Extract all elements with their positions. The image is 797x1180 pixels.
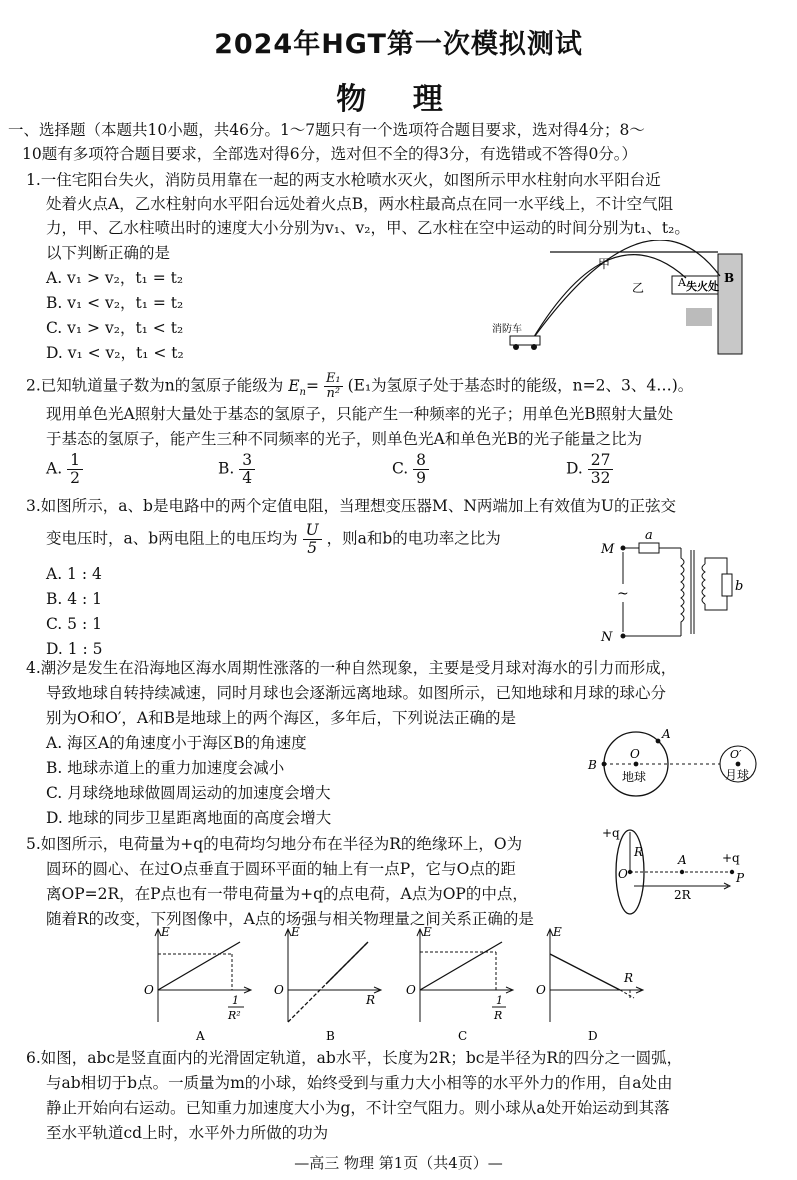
q6-line: 静止开始向右运动。已知重力加速度大小为g，不计空气阻力。则小球从a处开始运动到其落 <box>46 1099 670 1117</box>
q5-label-q2: +q <box>722 851 740 865</box>
q2-option-c: C. $\frac{8}{9}$ <box>392 452 429 487</box>
svg-text:R: R <box>494 1009 503 1022</box>
q3-option-b: B. 4 : 1 <box>46 590 103 608</box>
q6-line: 与ab相切于b点。一质量为m的小球，始终受到与重力大小相等的水平外力的作用，自a处由 <box>46 1074 673 1092</box>
q2-text: 2.已知轨道量子数为n的氢原子能级为 <box>26 376 284 395</box>
q3-resistor-b <box>722 574 732 596</box>
svg-text:E: E <box>553 925 562 939</box>
q1-option-b: B. v₁ < v₂，t₁ = t₂ <box>46 294 184 312</box>
q3-resistor-a <box>639 543 659 553</box>
q1-label-jia: 甲 <box>598 257 611 271</box>
q5-label-o: O <box>618 867 628 881</box>
q5-label-2r: 2R <box>674 888 691 902</box>
q3-label-b: b <box>735 579 744 594</box>
q1-option-a: A. v₁ > v₂，t₁ = t₂ <box>46 269 184 287</box>
q4-option-a: A. 海区A的角速度小于海区B的角速度 <box>46 734 307 752</box>
q1-figure <box>490 240 760 358</box>
q3-fraction: $\frac{U}{5}$ <box>303 522 322 557</box>
svg-text:D: D <box>588 1029 598 1043</box>
q3-primary-coil <box>681 548 684 636</box>
q4-label-earth: 地球 <box>622 770 647 784</box>
q1-window <box>686 308 712 326</box>
q4-line: 4.潮汐是发生在沿海地区海水周期性涨落的一种自然现象，主要是受月球对海水的引力而形成， <box>26 659 677 677</box>
q3-label-m: M <box>601 542 615 557</box>
svg-text:E: E <box>423 925 432 939</box>
q1-line: 1.一住宅阳台失火，消防员用靠在一起的两支水枪喷水灭火，如图所示甲水柱射向水平阳台近 <box>26 171 661 189</box>
q5-graph-c <box>406 925 513 1043</box>
section-instruction-1: 一、选择题（本题共10小题，共46分。1～7题只有一个选项符合题目要求，选对得4分；8～ <box>8 121 645 139</box>
q4-point-a <box>656 739 661 744</box>
q4-label-o2: O′ <box>730 748 742 761</box>
q5-label-a: A <box>678 853 687 867</box>
q5-graph-d <box>536 925 643 1043</box>
q5-point-p <box>730 870 734 874</box>
q4-point-o <box>634 762 639 767</box>
svg-text:O: O <box>536 983 546 997</box>
q1-label-a: A <box>678 276 686 289</box>
q3-label-n: N <box>601 630 613 645</box>
q3-secondary-coil <box>702 564 705 604</box>
q4-label-b: B <box>588 758 597 772</box>
q4-option-d: D. 地球的同步卫星距离地面的高度会增大 <box>46 809 332 827</box>
q5-figure <box>600 826 780 918</box>
q1-truck <box>510 336 540 345</box>
svg-text:C: C <box>458 1029 468 1043</box>
q2-option-b: B. $\frac{3}{4}$ <box>218 452 255 487</box>
q2-text: (E₁为氢原子处于基态时的能级，n=2、3、4…)。 <box>347 376 694 395</box>
q5-line: 离OP=2R，在P点也有一带电荷量为+q的点电荷，A点为OP的中点， <box>46 885 528 903</box>
q5-label-p: P <box>736 871 745 885</box>
q5-line: 5.如图所示，电荷量为+q的电荷均匀地分布在半径为R的绝缘环上，O为 <box>26 835 523 853</box>
q5-graph-b <box>274 925 381 1043</box>
q5-graph-a <box>144 925 251 1043</box>
q1-label-fire: 失火处 <box>686 280 719 293</box>
svg-text:E: E <box>291 925 300 939</box>
q2-line1 <box>26 372 693 405</box>
q5-label-r: R <box>634 845 644 859</box>
q2-option-d: D. $\frac{27}{32}$ <box>566 452 613 487</box>
q5-label-q1: +q <box>602 826 620 840</box>
q2-formula-lhs: $E_n=$ <box>288 376 319 398</box>
q1-line: 处着火点A，乙水柱射向水平阳台远处着火点B，两水柱最高点在同一水平线上，不计空气阻 <box>46 195 674 213</box>
svg-text:O: O <box>274 983 284 997</box>
q2-line2: 现用单色光A照射大量处于基态的氢原子，只能产生一种频率的光子；用单色光B照射大量处 <box>46 405 674 423</box>
q3-option-a: A. 1 : 4 <box>46 565 102 583</box>
q4-line: 导致地球自转持续减速，同时月球也会逐渐远离地球。如图所示，已知地球和月球的球心分 <box>46 684 667 702</box>
q4-point-o2 <box>736 762 741 767</box>
q3-option-d: D. 1 : 5 <box>46 640 103 658</box>
q3-label-a: a <box>645 528 653 543</box>
svg-text:O: O <box>144 983 154 997</box>
q4-figure <box>580 726 780 798</box>
q4-label-o: O <box>630 747 640 761</box>
svg-text:1: 1 <box>232 994 239 1007</box>
q5-graph-c-line <box>420 942 502 990</box>
svg-text:R: R <box>624 971 634 985</box>
q2-formula-fraction: $\frac{\text{E₁}}{\text{n²}}$ <box>325 371 341 401</box>
exam-title: 2024年HGT第一次模拟测试 <box>214 29 583 60</box>
q5-point-a <box>680 870 684 874</box>
q4-line: 别为O和O′，A和B是地球上的两个海区，多年后，下列说法正确的是 <box>46 709 517 727</box>
subject-title: 物 理 <box>336 82 461 117</box>
svg-text:O: O <box>406 983 416 997</box>
page-footer: —高三 物理 第1页（共4页）— <box>294 1154 503 1172</box>
q5-point-o <box>628 870 632 874</box>
q2-option-a: A. $\frac{1}{2}$ <box>46 452 83 487</box>
q4-label-moon: 月球 <box>725 768 750 782</box>
q3-label-ac: ~ <box>617 586 629 602</box>
svg-text:1: 1 <box>496 994 503 1007</box>
q1-label-b: B <box>724 271 735 285</box>
q4-option-c: C. 月球绕地球做圆周运动的加速度会增大 <box>46 784 331 802</box>
q6-line: 6.如图，abc是竖直面内的光滑固定轨道，ab水平，长度为2R；bc是半径为R的四分之一圆弧， <box>26 1049 683 1067</box>
q1-line: 力，甲、乙水柱喷出时的速度大小分别为v₁、v₂，甲、乙水柱在空中运动的时间分别为t₁、t₂。 <box>46 219 690 237</box>
q3-option-c: C. 5 : 1 <box>46 615 102 633</box>
q1-label-truck: 消防车 <box>492 324 522 335</box>
q1-wheel <box>531 344 537 350</box>
section-instruction-2: 10题有多项符合题目要求，全部选对得6分，选对但不全的得3分，有选错或不答得0分。） <box>22 145 638 163</box>
q3-line1: 3.如图所示，a、b是电路中的两个定值电阻，当理想变压器M、N两端加上有效值为U的正弦交 <box>26 497 676 515</box>
svg-text:E: E <box>161 925 170 939</box>
q5-graph-a-line <box>158 942 240 990</box>
q3-line2: 变电压时，a、b两电阻上的电压均为 $\frac{U}{5}$ ，则a和b的电功率之比为 <box>46 521 501 557</box>
svg-text:R: R <box>366 993 376 1007</box>
svg-text:R²: R² <box>228 1009 241 1022</box>
q1-wheel <box>513 344 519 350</box>
q1-line: 以下判断正确的是 <box>46 244 171 262</box>
q2-line3: 于基态的氢原子，能产生三种不同频率的光子，则单色光A和单色光B的光子能量之比为 <box>46 430 643 448</box>
q1-building <box>718 254 742 354</box>
q1-label-yi: 乙 <box>632 281 645 295</box>
q5-line: 圆环的圆心、在过O点垂直于圆环平面的轴上有一点P，它与O点的距 <box>46 860 516 878</box>
svg-text:A: A <box>196 1029 205 1043</box>
q3-figure <box>595 528 765 646</box>
q5-line: 随着R的改变，下列图像中，A点的场强与相关物理量之间关系正确的是 <box>46 910 534 928</box>
q5-graphs <box>140 924 660 1044</box>
q4-point-b <box>602 762 607 767</box>
q4-label-a: A <box>662 727 671 741</box>
q4-option-b: B. 地球赤道上的重力加速度会减小 <box>46 759 285 777</box>
q1-option-d: D. v₁ < v₂，t₁ < t₂ <box>46 344 184 362</box>
q1-option-c: C. v₁ > v₂，t₁ < t₂ <box>46 319 184 337</box>
svg-text:B: B <box>326 1029 335 1043</box>
q6-line: 至水平轨道cd上时，水平外力所做的功为 <box>46 1124 329 1142</box>
q5-graph-d-line <box>550 954 620 990</box>
